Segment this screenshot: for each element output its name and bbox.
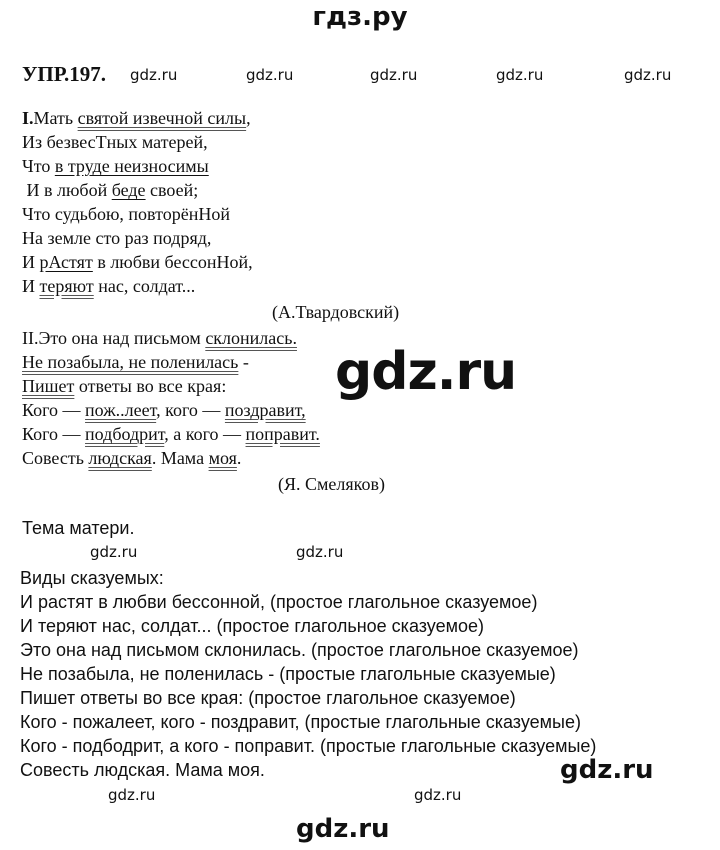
underlined-word: в труде неизносимы — [54, 156, 209, 176]
text-segment: На земле сто раз подряд, — [22, 228, 212, 248]
watermark: gdz.ru — [296, 543, 344, 561]
poem-1 — [22, 106, 253, 298]
answer-line: Совесть людская. Мама моя. — [20, 760, 265, 780]
text-segment: своей; — [145, 180, 199, 200]
answer-title: Виды сказуемых: — [20, 568, 164, 588]
exercise-heading: УПР.197. — [22, 62, 106, 86]
text-segment: ответы во все края: — [74, 376, 227, 396]
text-segment: , а кого — — [164, 424, 246, 444]
watermark: gdz.ru — [560, 755, 654, 785]
text-segment: II.Это она над письмом — [22, 328, 206, 348]
watermark: gdz.ru — [414, 786, 462, 804]
underlined-word: поправит. — [245, 424, 320, 444]
underlined-word: святой извечной силы — [77, 108, 247, 128]
underlined-word: поздравит, — [224, 400, 306, 420]
underlined-word: теряют — [39, 276, 94, 296]
text-segment: И в любой — [22, 180, 112, 200]
theme-text: Тема матери. — [22, 518, 135, 538]
poem-line — [22, 106, 253, 130]
underlined-word: моя — [208, 448, 237, 468]
text-segment: Что судьбою, повторёнНой — [22, 204, 230, 224]
underlined-word: подбодрит — [85, 424, 165, 444]
author-2: (Я. Смеляков) — [278, 474, 385, 494]
poem-line — [22, 250, 253, 274]
text-segment: Что — [22, 156, 55, 176]
text-segment: И — [22, 252, 40, 272]
watermark: gdz.ru — [624, 66, 672, 84]
poem-line — [22, 422, 320, 446]
text-segment: - — [238, 352, 249, 372]
text-segment: , — [246, 108, 251, 128]
poem-line — [22, 202, 253, 226]
text-segment: Кого — — [22, 400, 86, 420]
poem-2 — [22, 326, 320, 470]
underlined-word: беде — [111, 180, 146, 200]
poem-line — [22, 446, 320, 470]
answer-block — [20, 566, 596, 782]
underlined-word: Пишет — [22, 376, 75, 396]
text-segment: Мать — [33, 108, 78, 128]
poem-line — [22, 154, 253, 178]
poem-line — [22, 350, 320, 374]
author-1: (А.Твардовский) — [272, 302, 400, 322]
text-segment: . Мама — [151, 448, 209, 468]
answer-line: Кого - пожалеет, кого - поздравит, (простые глагольные сказуемые) — [20, 712, 581, 732]
answer-line: И теряют нас, солдат... (простое глагольное сказуемое) — [20, 616, 485, 636]
text-segment: , кого — — [156, 400, 225, 420]
watermark: gdz.ru — [496, 66, 544, 84]
answer-line: Не позабыла, не поленилась - (простые глагольные сказуемые) — [20, 664, 556, 684]
watermark: gdz.ru — [296, 814, 390, 844]
text-segment: Кого — — [22, 424, 86, 444]
text-segment: И — [22, 276, 40, 296]
text-segment: Совесть — [22, 448, 89, 468]
watermark: gdz.ru — [370, 66, 418, 84]
poem-line — [22, 326, 320, 350]
text-segment: Из безвесТных матерей, — [22, 132, 208, 152]
underlined-word: пож..леет — [85, 400, 157, 420]
answer-line: Пишет ответы во все края: (простое глагольное сказуемое) — [20, 688, 516, 708]
underlined-word: людская — [88, 448, 152, 468]
underlined-word: Не позабыла, не поленилась — [22, 352, 239, 372]
answer-line: Это она над письмом склонилась. (простое глагольное сказуемое) — [20, 640, 579, 660]
underlined-word: склонилась. — [205, 328, 297, 348]
poem-line — [22, 398, 320, 422]
poem-line — [22, 178, 253, 202]
poem-line — [22, 274, 253, 298]
answer-line: И растят в любви бессонной, (простое глагольное сказуемое) — [20, 592, 538, 612]
text-segment: нас, солдат... — [93, 276, 196, 296]
watermark: gdz.ru — [246, 66, 294, 84]
watermark: gdz.ru — [130, 66, 178, 84]
watermark-big: gdz.ru — [335, 342, 517, 402]
site-title: гдз.ру — [312, 2, 408, 32]
poem-line — [22, 226, 253, 250]
underlined-word: рАстят — [39, 252, 93, 272]
text-segment: . — [236, 448, 242, 468]
text-segment: в любви бессонНой, — [92, 252, 253, 272]
answer-line: Кого - подбодрит, а кого - поправит. (простые глагольные сказуемые) — [20, 736, 597, 756]
poem-line — [22, 130, 253, 154]
watermark: gdz.ru — [108, 786, 156, 804]
poem-line — [22, 374, 320, 398]
text-segment: I. — [22, 108, 34, 128]
watermark: gdz.ru — [90, 543, 138, 561]
